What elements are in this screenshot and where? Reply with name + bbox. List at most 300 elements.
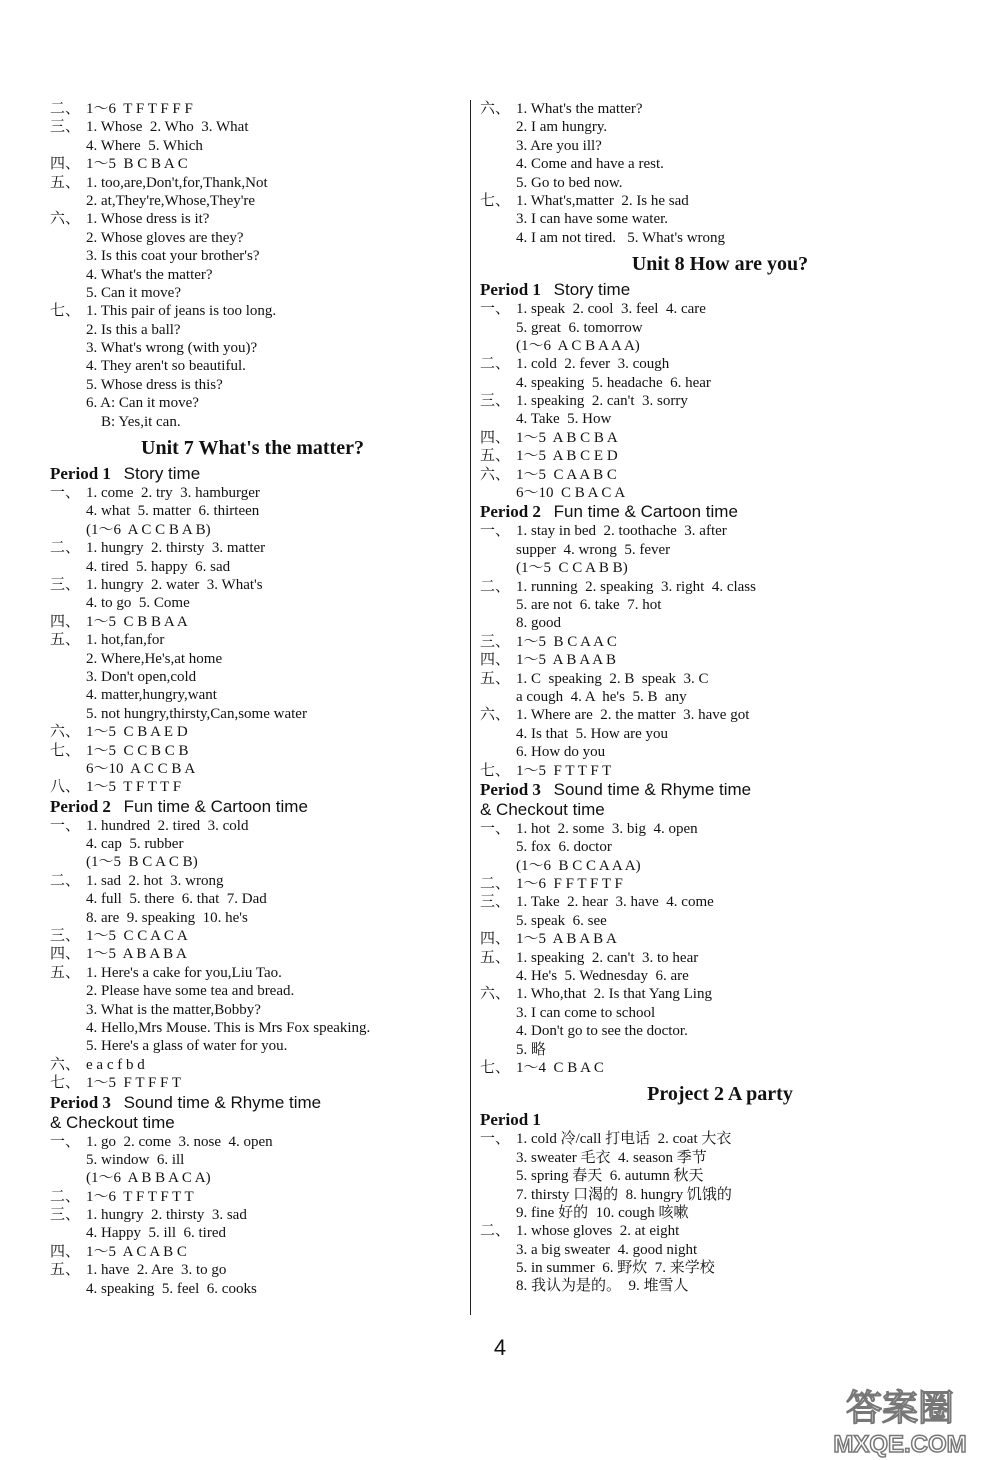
answer-line <box>50 1224 455 1242</box>
answer-text: 5. great 6. tomorrow <box>516 319 643 336</box>
answer-text: 1. Whose dress is it? <box>86 211 210 228</box>
answer-text: 4. full 5. there 6. that 7. Dad <box>86 891 267 908</box>
answer-line <box>50 229 455 247</box>
answer-text: 1～5 F T T F T <box>516 762 612 779</box>
answer-line <box>50 760 455 778</box>
section-number: 七、 <box>480 762 511 779</box>
answer-line <box>50 1001 455 1019</box>
answer-text: 5. window 6. ill <box>86 1151 185 1168</box>
section-number: 六、 <box>480 707 511 724</box>
answer-text: 3. Are you ill? <box>516 137 602 154</box>
answer-text: 5. spring 春天 6. autumn 秋天 <box>516 1168 704 1185</box>
answer-line <box>50 1037 455 1055</box>
answer-text: 1～5 A B A B A <box>516 931 617 948</box>
answer-line <box>50 266 455 284</box>
answer-text: 2. Please have some tea and bread. <box>86 983 295 1000</box>
answer-line <box>50 376 455 394</box>
section-number: 四、 <box>480 429 511 446</box>
answer-text: 4. Take 5. How <box>516 411 612 428</box>
answer-text: 1～6 T F T F F F <box>86 101 193 117</box>
answer-text: 1. cold 2. fever 3. cough <box>516 356 670 373</box>
answer-text: 4. Come and have a rest. <box>516 156 664 173</box>
period-subtitle: Sound time & Rhyme time <box>123 1092 322 1112</box>
period-label: Period 2 <box>50 796 111 816</box>
answer-line <box>50 1133 455 1151</box>
section-number: 四、 <box>50 1243 81 1260</box>
right-column <box>480 100 960 1296</box>
period-heading <box>480 280 960 300</box>
answer-line <box>480 100 960 118</box>
answer-line <box>480 596 960 614</box>
answer-text: 2. at,They're,Whose,They're <box>86 192 256 209</box>
answer-text: 5. in summer 6. 野炊 7. 来学校 <box>516 1260 715 1277</box>
answer-text: 1. whose gloves 2. at eight <box>516 1223 680 1240</box>
answer-text: 1～5 C A A B C <box>516 466 617 483</box>
answer-text: 3. Is this coat your brother's? <box>86 248 260 265</box>
answer-text: 1. too,are,Don't,for,Thank,Not <box>86 174 268 191</box>
answer-text: 3. What's wrong (with you)? <box>86 340 258 357</box>
answer-text: 5. not hungry,thirsty,Can,some water <box>86 705 307 722</box>
section-number: 一、 <box>480 820 511 837</box>
answer-line <box>480 429 960 447</box>
answer-line <box>50 613 455 631</box>
answer-text: (1～5 B C A C B) <box>86 854 198 871</box>
answer-line <box>480 1204 960 1222</box>
answer-text: 1. What's the matter? <box>516 101 643 117</box>
answer-text: 1. hungry 2. thirsty 3. sad <box>86 1207 247 1224</box>
period-heading <box>480 1110 960 1130</box>
answer-text: 1. come 2. try 3. hamburger <box>86 485 260 502</box>
answer-text: 4. Hello,Mrs Mouse. This is Mrs Fox speaking. <box>86 1019 371 1036</box>
section-number: 五、 <box>480 670 511 687</box>
answer-line <box>480 155 960 173</box>
answer-line <box>50 817 455 835</box>
unit-title: Project 2 A party <box>647 1083 793 1106</box>
period-label: Period 3 <box>480 779 541 799</box>
answer-text: 1～5 C C A C A <box>86 928 188 945</box>
answer-text: 4. What's the matter? <box>86 266 213 283</box>
unit-title: Unit 7 What's the matter? <box>141 437 364 460</box>
answer-text: 1～5 F T F F T <box>86 1075 182 1092</box>
answer-text: (1～5 C C A B B) <box>516 560 628 577</box>
section-number: 五、 <box>50 1262 81 1279</box>
answer-text: 3. sweater 毛衣 4. season 季节 <box>516 1149 707 1166</box>
answer-text: 5. Here's a glass of water for you. <box>86 1038 288 1055</box>
answer-line <box>50 539 455 557</box>
answer-text: supper 4. wrong 5. fever <box>516 541 671 558</box>
answer-line <box>480 857 960 875</box>
answer-text: 1. speak 2. cool 3. feel 4. care <box>516 301 706 318</box>
answer-text: 1～6 F F T F T F <box>516 876 623 893</box>
answer-line <box>50 1188 455 1206</box>
section-number: 六、 <box>480 466 511 483</box>
answer-text: 9. fine 好的 10. cough 咳嗽 <box>516 1204 689 1221</box>
answer-text: 2. Whose gloves are they? <box>86 229 244 246</box>
section-number: 三、 <box>50 576 81 593</box>
period-subtitle: Story time <box>123 464 201 484</box>
period-heading <box>50 797 455 817</box>
answer-text: 1～5 A B C E D <box>516 448 618 465</box>
answer-text: (1～6 A C C B A B) <box>86 521 211 538</box>
answer-line <box>50 594 455 612</box>
answer-line <box>50 394 455 412</box>
answer-line <box>480 1186 960 1204</box>
answer-text: 4. Don't go to see the doctor. <box>516 1023 688 1040</box>
answer-line <box>50 210 455 228</box>
answer-text: 4. I am not tired. 5. What's wrong <box>516 229 726 246</box>
section-number: 一、 <box>50 817 81 834</box>
section-number: 三、 <box>480 894 511 911</box>
answer-line <box>480 967 960 985</box>
section-number: 六、 <box>50 211 81 228</box>
answer-text: 5. Can it move? <box>86 284 181 301</box>
answer-text: 1. What's,matter 2. Is he sad <box>516 192 689 209</box>
unit-title: Unit 8 How are you? <box>631 253 809 276</box>
answer-text: 1. sad 2. hot 3. wrong <box>86 872 224 889</box>
answer-line <box>480 210 960 228</box>
answer-line <box>50 284 455 302</box>
section-number: 一、 <box>50 485 81 502</box>
answer-line <box>50 413 455 431</box>
answer-text: 1. have 2. Are 3. to go <box>86 1262 227 1279</box>
answer-line <box>50 192 455 210</box>
answer-line <box>480 392 960 410</box>
section-number: 七、 <box>50 1075 81 1092</box>
answer-line <box>50 723 455 741</box>
period-heading <box>480 502 960 522</box>
answer-text: 5. Go to bed now. <box>516 174 623 191</box>
answer-line <box>480 875 960 893</box>
period-subtitle: & Checkout time <box>480 799 605 819</box>
answer-text: 3. I can come to school <box>516 1004 656 1021</box>
answer-text: (1～6 A C B A A A) <box>516 337 640 354</box>
answer-line <box>480 1130 960 1148</box>
answer-line <box>50 650 455 668</box>
answer-text: 8. good <box>516 615 561 632</box>
answer-line <box>480 1149 960 1167</box>
answer-line <box>480 1241 960 1259</box>
answer-line <box>480 1277 960 1295</box>
answer-text: 1～5 A C A B C <box>86 1243 187 1260</box>
answer-line <box>50 1206 455 1224</box>
answer-text: 1. cold 冷/call 打电话 2. coat 大衣 <box>516 1131 732 1148</box>
answer-text: 1～5 T F T T F <box>86 779 182 796</box>
answer-line <box>480 410 960 428</box>
answer-line <box>480 688 960 706</box>
section-number: 五、 <box>50 174 81 191</box>
section-number: 四、 <box>50 156 81 173</box>
section-number: 五、 <box>480 448 511 465</box>
answer-text: 1. Who,that 2. Is that Yang Ling <box>516 986 712 1003</box>
answer-text: 1～4 C B A C <box>516 1059 604 1076</box>
section-number: 七、 <box>50 303 81 320</box>
answer-line <box>50 137 455 155</box>
answer-text: 3. I can have some water. <box>516 211 669 228</box>
period-heading <box>480 780 960 800</box>
answer-line <box>480 820 960 838</box>
answer-line <box>480 174 960 192</box>
answer-line <box>480 651 960 669</box>
answer-line <box>50 100 455 118</box>
section-number: 四、 <box>480 931 511 948</box>
period-label: Period 3 <box>50 1092 111 1112</box>
answer-text: 4. matter,hungry,want <box>86 687 217 704</box>
answer-text: 4. speaking 5. feel 6. cooks <box>86 1280 257 1297</box>
section-number: 六、 <box>480 101 511 117</box>
answer-text: 3. Don't open,cold <box>86 668 197 685</box>
section-number: 一、 <box>480 1131 511 1148</box>
answer-line <box>50 1169 455 1187</box>
answer-line <box>50 909 455 927</box>
answer-text: 1. hungry 2. thirsty 3. matter <box>86 540 266 557</box>
answer-text: 6～10 A C C B A <box>86 760 196 777</box>
answer-text: 1～5 C B B A A <box>86 613 188 630</box>
answer-line <box>480 762 960 780</box>
answer-line <box>480 355 960 373</box>
answer-text: 1～5 B C A A C <box>516 633 617 650</box>
answer-line <box>50 964 455 982</box>
answer-text: 1. speaking 2. can't 3. to hear <box>516 949 699 966</box>
watermark-domain: MXQE.COM <box>833 1431 967 1458</box>
answer-text: 1. Whose 2. Who 3. What <box>86 119 249 136</box>
section-number: 四、 <box>50 946 81 963</box>
answer-text: 1～5 C C B C B <box>86 742 189 759</box>
answer-line <box>480 985 960 1003</box>
section-number: 二、 <box>50 1188 81 1205</box>
answer-line <box>50 502 455 520</box>
section-number: 二、 <box>480 578 511 595</box>
section-number: 二、 <box>480 876 511 893</box>
answer-text: 1～5 A B C B A <box>516 429 618 446</box>
section-number: 二、 <box>50 540 81 557</box>
answer-text: 1. Take 2. hear 3. have 4. come <box>516 894 714 911</box>
answer-line <box>50 357 455 375</box>
answer-line <box>480 522 960 540</box>
answer-line <box>50 982 455 1000</box>
answer-text: 8. 我认为是的。 9. 堆雪人 <box>516 1278 689 1295</box>
answer-line <box>480 192 960 210</box>
answer-text: 1. C speaking 2. B speak 3. C <box>516 670 709 687</box>
answer-text: 2. Is this a ball? <box>86 321 181 338</box>
answer-text: 1. speaking 2. can't 3. sorry <box>516 393 688 410</box>
section-number: 一、 <box>480 301 511 318</box>
answer-line <box>50 1261 455 1279</box>
answer-line <box>480 137 960 155</box>
period-subtitle: Story time <box>553 280 631 300</box>
answer-line <box>50 686 455 704</box>
section-number: 三、 <box>480 633 511 650</box>
answer-line <box>50 321 455 339</box>
answer-text: 1. go 2. come 3. nose 4. open <box>86 1133 273 1150</box>
watermark-chinese: 答案圈 <box>845 1388 955 1429</box>
answer-text: 5. are not 6. take 7. hot <box>516 596 662 613</box>
period-heading <box>50 1113 455 1133</box>
section-number: 二、 <box>50 101 81 117</box>
section-number: 六、 <box>50 724 81 741</box>
answer-line <box>480 706 960 724</box>
answer-text: 6～10 C B A C A <box>516 485 626 502</box>
answer-text: e a c f b d <box>86 1056 145 1073</box>
answer-text: (1～6 B C C A A A) <box>516 857 641 874</box>
answer-text: 1～5 A B A B A <box>86 946 187 963</box>
answer-line <box>480 541 960 559</box>
section-number: 七、 <box>480 1059 511 1076</box>
period-label: Period 1 <box>480 280 541 300</box>
answer-text: 6. How do you <box>516 744 606 761</box>
answer-line <box>480 1022 960 1040</box>
section-number: 三、 <box>50 928 81 945</box>
answer-line <box>50 155 455 173</box>
answer-text: 1. hot,fan,for <box>86 632 165 649</box>
answer-line <box>480 466 960 484</box>
answer-line <box>50 1280 455 1298</box>
answer-text: 1～6 T F T F T T <box>86 1188 194 1205</box>
answer-line <box>480 614 960 632</box>
answer-line <box>480 670 960 688</box>
answer-text: 7. thirsty 口渴的 8. hungry 饥饿的 <box>516 1186 732 1203</box>
answer-line <box>50 302 455 320</box>
answer-line <box>480 725 960 743</box>
answer-line <box>480 447 960 465</box>
page-number: 4 <box>493 1335 507 1360</box>
answer-line <box>480 1222 960 1240</box>
section-number: 六、 <box>50 1056 81 1073</box>
section-number: 三、 <box>50 1207 81 1224</box>
answer-text: 4. to go 5. Come <box>86 595 190 612</box>
section-number: 八、 <box>50 779 81 796</box>
answer-text: 4. speaking 5. headache 6. hear <box>516 374 711 391</box>
section-number: 六、 <box>480 986 511 1003</box>
period-label: Period 1 <box>480 1110 541 1130</box>
answer-text: 1～5 B C B A C <box>86 156 188 173</box>
section-number: 四、 <box>50 613 81 630</box>
answer-text: 6. A: Can it move? <box>86 395 199 412</box>
answer-line <box>480 949 960 967</box>
answer-line <box>50 1151 455 1169</box>
answer-text: 1. This pair of jeans is too long. <box>86 303 277 320</box>
answer-line <box>480 559 960 577</box>
answer-line <box>480 1004 960 1022</box>
answer-text: 1. running 2. speaking 3. right 4. class <box>516 578 756 595</box>
answer-line <box>50 705 455 723</box>
watermark-logo <box>800 1380 995 1458</box>
section-number: 二、 <box>50 872 81 889</box>
section-number: 五、 <box>480 949 511 966</box>
answer-line <box>50 668 455 686</box>
period-subtitle: Sound time & Rhyme time <box>553 779 752 799</box>
section-number: 七、 <box>480 192 511 209</box>
answer-line <box>480 1059 960 1077</box>
answer-text: 1. Here's a cake for you,Liu Tao. <box>86 964 282 981</box>
answer-text: (1～6 A B B A C A) <box>86 1170 211 1187</box>
answer-line <box>50 945 455 963</box>
answer-text: a cough 4. A he's 5. B any <box>516 688 687 705</box>
answer-line <box>50 872 455 890</box>
period-heading <box>480 800 960 820</box>
period-heading <box>50 464 455 484</box>
answer-text: 1. hundred 2. tired 3. cold <box>86 817 249 834</box>
answer-text: 5. speak 6. see <box>516 912 607 929</box>
section-number: 五、 <box>50 964 81 981</box>
answer-text: 1. stay in bed 2. toothache 3. after <box>516 523 727 540</box>
answer-text: 4. Is that 5. How are you <box>516 725 669 742</box>
answer-text: 4. cap 5. rubber <box>86 836 184 853</box>
period-subtitle: Fun time & Cartoon time <box>553 502 738 522</box>
answer-text: 5. 略 <box>516 1041 547 1058</box>
answer-line <box>50 927 455 945</box>
answer-line <box>50 247 455 265</box>
section-number: 三、 <box>50 119 81 136</box>
answer-line <box>480 374 960 392</box>
answer-line <box>50 339 455 357</box>
answer-line <box>480 912 960 930</box>
answer-text: 4. They aren't so beautiful. <box>86 358 246 375</box>
answer-text: 4. tired 5. happy 6. sad <box>86 558 231 575</box>
answer-line <box>480 578 960 596</box>
answer-line <box>50 558 455 576</box>
answer-line <box>480 893 960 911</box>
answer-line <box>50 118 455 136</box>
answer-text: 1. hot 2. some 3. big 4. open <box>516 820 698 837</box>
answer-text: 1～5 C B A E D <box>86 724 188 741</box>
answer-text: 1. Where are 2. the matter 3. have got <box>516 707 750 724</box>
answer-text: B: Yes,it can. <box>86 413 181 430</box>
answer-line <box>480 743 960 761</box>
answer-text: 3. What is the matter,Bobby? <box>86 1001 261 1018</box>
answer-line <box>480 838 960 856</box>
answer-line <box>50 1056 455 1074</box>
section-number: 七、 <box>50 742 81 759</box>
section-number: 五、 <box>50 632 81 649</box>
column-divider <box>470 100 471 1315</box>
answer-line <box>480 1041 960 1059</box>
answer-text: 2. I am hungry. <box>516 119 608 136</box>
answer-line <box>480 319 960 337</box>
answer-line <box>50 631 455 649</box>
period-label: Period 2 <box>480 502 541 522</box>
answer-line <box>480 1259 960 1277</box>
answer-text: 1. hungry 2. water 3. What's <box>86 576 263 593</box>
answer-line <box>50 835 455 853</box>
period-subtitle: Fun time & Cartoon time <box>123 796 308 816</box>
answer-text: 1～5 A B A A B <box>516 652 617 669</box>
section-number: 二、 <box>480 356 511 373</box>
answer-line <box>480 633 960 651</box>
answer-line <box>50 484 455 502</box>
period-subtitle: & Checkout time <box>50 1112 175 1132</box>
answer-text: 4. Where 5. Which <box>86 137 203 154</box>
answer-line <box>50 174 455 192</box>
answer-line <box>480 484 960 502</box>
answer-text: 5. Whose dress is this? <box>86 376 223 393</box>
answer-line <box>50 1243 455 1261</box>
section-number: 四、 <box>480 652 511 669</box>
answer-text: 3. a big sweater 4. good night <box>516 1241 698 1258</box>
left-column <box>50 100 455 1298</box>
answer-line <box>50 890 455 908</box>
answer-line <box>480 1167 960 1185</box>
answer-text: 5. fox 6. doctor <box>516 839 612 856</box>
period-heading <box>50 1093 455 1113</box>
answer-text: 4. He's 5. Wednesday 6. are <box>516 968 689 985</box>
answer-text: 4. Happy 5. ill 6. tired <box>86 1225 226 1242</box>
answer-line <box>50 576 455 594</box>
answer-line <box>50 1074 455 1092</box>
answer-line <box>50 521 455 539</box>
answer-line <box>50 742 455 760</box>
answer-line <box>480 337 960 355</box>
section-number: 一、 <box>480 523 511 540</box>
